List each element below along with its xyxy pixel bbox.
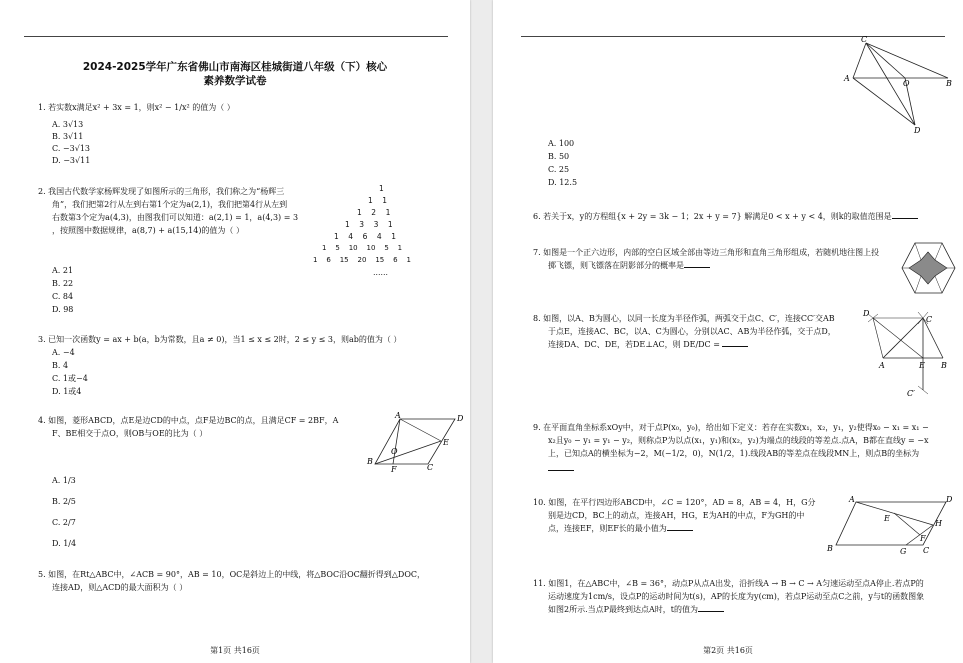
q1-option-b: B. 3√11	[52, 132, 84, 141]
exam-title-line2: 素养数学试卷	[203, 75, 267, 87]
exam-title-line1: 2024-2025学年广东省佛山市南海区桂城街道八年级（下）核心	[82, 61, 388, 73]
fold-triangle-figure	[844, 35, 958, 135]
question-8-line2: 于点E，连接AC、BC，以A、C为圆心，分别以AC、AB为半径作弧，交于点D，	[548, 327, 836, 336]
q4-option-c: C. 2/7	[52, 518, 76, 527]
question-4-line2: F、BE相交于点O，则OB与OE的比为（ ）	[52, 429, 208, 438]
question-5-line2: 连接AD，则△ACD的最大面积为（ ）	[52, 583, 188, 592]
label-b: B	[941, 361, 947, 370]
arc-construction-figure	[863, 309, 951, 398]
label-c: C	[923, 546, 930, 555]
question-2-line2: 角”，我们把第2行从左到右第1个定为a(2,1)，我们把第4行从左到	[52, 200, 288, 209]
q2-option-b: B. 22	[52, 279, 74, 288]
triangle-row-1: 1	[379, 184, 384, 193]
question-11-line3: 如图2所示.当点P最终到达点A时，t的值为	[548, 603, 724, 616]
label-d: D	[914, 126, 921, 135]
q5-option-c: C. 25	[548, 165, 570, 174]
q6-answer-blank[interactable]	[892, 210, 918, 219]
q3-option-d: D. 1或4	[52, 387, 82, 396]
segment-ac	[883, 318, 923, 358]
q11-answer-blank[interactable]	[698, 603, 724, 612]
page-1-footer: 第1页 共16页	[210, 646, 260, 655]
label-o: O	[391, 447, 398, 456]
q10-answer-blank[interactable]	[667, 522, 693, 531]
question-9-line2: x₂且y₀ − y₁ = y₁ − y₂，则称点P为以点(x₁，y₁)和(x₂，y₂)为端点的线段的等差点.点A，B都在直线y = −x	[548, 436, 929, 445]
triangle-row-7: 1 6 15 20 15 6 1	[313, 256, 411, 264]
question-2-line4: ，按照图中数据规律，a(8,7) + a(15,14)的值为（ ）	[52, 226, 244, 235]
q4-option-a: A. 1/3	[52, 476, 76, 485]
triangle-ellipsis: ……	[373, 268, 388, 277]
label-c: C	[926, 315, 933, 324]
q3-option-b: B. 4	[52, 361, 69, 370]
label-o: O	[903, 79, 910, 88]
q9-answer-line	[548, 462, 574, 475]
triangle-row-4: 1 3 3 1	[345, 220, 393, 229]
label-f: F	[920, 534, 926, 543]
label-d: D	[457, 414, 464, 423]
q5-option-d: D. 12.5	[548, 178, 578, 187]
q1-option-c: C. −3√13	[52, 144, 90, 153]
label-c: C	[861, 35, 868, 44]
q5-option-b: B. 50	[548, 152, 570, 161]
header-rule	[24, 36, 448, 37]
question-7-line2: 掷飞镖，则飞镖落在阴影部分的概率是	[548, 259, 710, 272]
rhombus-figure	[367, 411, 465, 474]
question-10-line2: 别是边CD，BC上的动点，连接AH，HG，E为AH的中点，F为GH的中	[548, 511, 805, 520]
question-4-line1: 4. 如图，菱形ABCD，点E是边CD的中点，点F是边BC的点，且满足CF = 2BF，A	[38, 416, 339, 425]
q2-option-d: D. 98	[52, 305, 74, 314]
label-e: E	[919, 361, 925, 370]
segment-cb	[866, 43, 948, 78]
segment-da	[873, 318, 883, 358]
question-9-line1: 9. 在平面直角坐标系xOy中，对于点P(x₀，y₀)，给出如下定义：若存在实数x₁，x₂，y₁，y₂使得x₀ − x₁ = x₁ −	[533, 423, 929, 432]
question-6: 6. 若关于x，y的方程组{x + 2y = 3k − 1；2x + y = 7} 解满足0 < x + y < 4，则k的取值范围是	[533, 210, 918, 223]
q4-option-b: B. 2/5	[52, 497, 76, 506]
segment-co	[866, 43, 905, 78]
q1-option-d: D. −3√11	[52, 156, 91, 165]
question-8-line3: 连接DA、DC、DE，若DE⊥AC，则 DE/DC =	[548, 338, 748, 351]
parallelogram-outline	[836, 502, 946, 545]
segment-ac	[853, 43, 866, 78]
triangle-row-3: 1 2 1	[357, 208, 391, 217]
q9-answer-blank[interactable]	[548, 462, 574, 471]
segment-de	[873, 318, 923, 358]
label-d: D	[946, 495, 953, 504]
parallelogram-figure	[827, 495, 956, 560]
triangle-row-6: 1 5 10 10 5 1	[322, 244, 403, 252]
header-rule	[521, 36, 945, 37]
question-3: 3. 已知一次函数y = ax + b(a，b为常数，且a ≠ 0)，当1 ≤ x ≤ 2时，2 ≤ y ≤ 3，则ab的值为（ ）	[38, 335, 402, 344]
label-f: F	[391, 465, 397, 474]
question-1: 1. 若实数x满足x² + 3x = 1，则x² − 1/x² 的值为（ ）	[38, 103, 235, 112]
q4-option-d: D. 1/4	[52, 539, 77, 548]
label-c-prime: C′	[907, 389, 915, 398]
q3-option-c: C. 1或−4	[52, 374, 88, 383]
label-d: D	[863, 309, 870, 318]
page-2	[493, 0, 963, 663]
question-7-line1: 7. 如图是一个正六边形，内部的空白区域全部由等边三角形和直角三角形组成，若随机地往图上投	[533, 248, 880, 257]
q7-answer-blank[interactable]	[684, 259, 710, 268]
q8-answer-blank[interactable]	[722, 338, 748, 347]
question-9-line3: 上，已知点A的横坐标为−2，M(−1/2，0)，N(1/2，1).线段AB的等差点在线段MN上，则点B的坐标为	[548, 449, 920, 458]
label-b: B	[946, 79, 952, 88]
question-11-line1: 11. 如图1，在△ABC中，∠B = 36°，动点P从点A出发，沿折线A → B → C → A匀速运动至点A停止.若点P的	[533, 579, 924, 588]
label-a: A	[395, 411, 401, 420]
label-e: E	[443, 438, 449, 447]
page-2-footer: 第2页 共16页	[703, 646, 753, 655]
label-e: E	[884, 514, 890, 523]
label-b: B	[827, 544, 833, 553]
question-11-line2: 运动速度为1cm/s，设点P的运动时间为t(s)，AP的长度为y(cm)，若点P运动至点C之前，y与t的函数图象	[548, 592, 925, 601]
page-1	[0, 0, 470, 663]
label-c: C	[427, 463, 434, 472]
segment-be	[375, 441, 441, 464]
label-b: B	[367, 457, 373, 466]
triangle-row-2: 1 1	[368, 196, 388, 205]
q5-option-a: A. 100	[548, 139, 575, 148]
triangle-row-5: 1 4 6 4 1	[334, 232, 397, 241]
label-a: A	[844, 74, 850, 83]
label-g: G	[900, 547, 907, 556]
q2-option-a: A. 21	[52, 266, 74, 275]
question-5-line1: 5. 如图，在Rt△ABC中，∠ACB = 90°，AB = 10，OC是斜边上的中线，将△BOC沿OC翻折得到△DOC，	[38, 570, 426, 579]
segment-ae	[400, 419, 441, 441]
question-2-line1: 2. 我国古代数学家杨辉发现了如图所示的三角形，我们称之为“杨辉三	[38, 187, 285, 196]
segment-cb	[923, 318, 943, 358]
question-10-line1: 10. 如图，在平行四边形ABCD中，∠C = 120°，AD = 8，AB = 4，H，G分	[533, 498, 816, 507]
label-a: A	[879, 361, 885, 370]
question-2-line3: 右数第3个定为a(4,3)，由图我们可以知道：a(2,1) = 1，a(4,3) = 3	[52, 213, 299, 222]
segment-ef	[894, 513, 920, 535]
question-10-line3: 点，连接EF，则EF长的最小值为	[548, 522, 693, 535]
hexagon-figure	[901, 242, 956, 294]
label-a: A	[849, 495, 855, 504]
question-8-line1: 8. 如图，以A、B为圆心，以同一长度为半径作弧，两弧交于点C、C′，连接CC′交AB	[533, 314, 835, 323]
q3-option-a: A. −4	[52, 348, 75, 357]
label-h: H	[935, 519, 942, 528]
q1-option-a: A. 3√13	[52, 120, 84, 129]
q2-option-c: C. 84	[52, 292, 74, 301]
